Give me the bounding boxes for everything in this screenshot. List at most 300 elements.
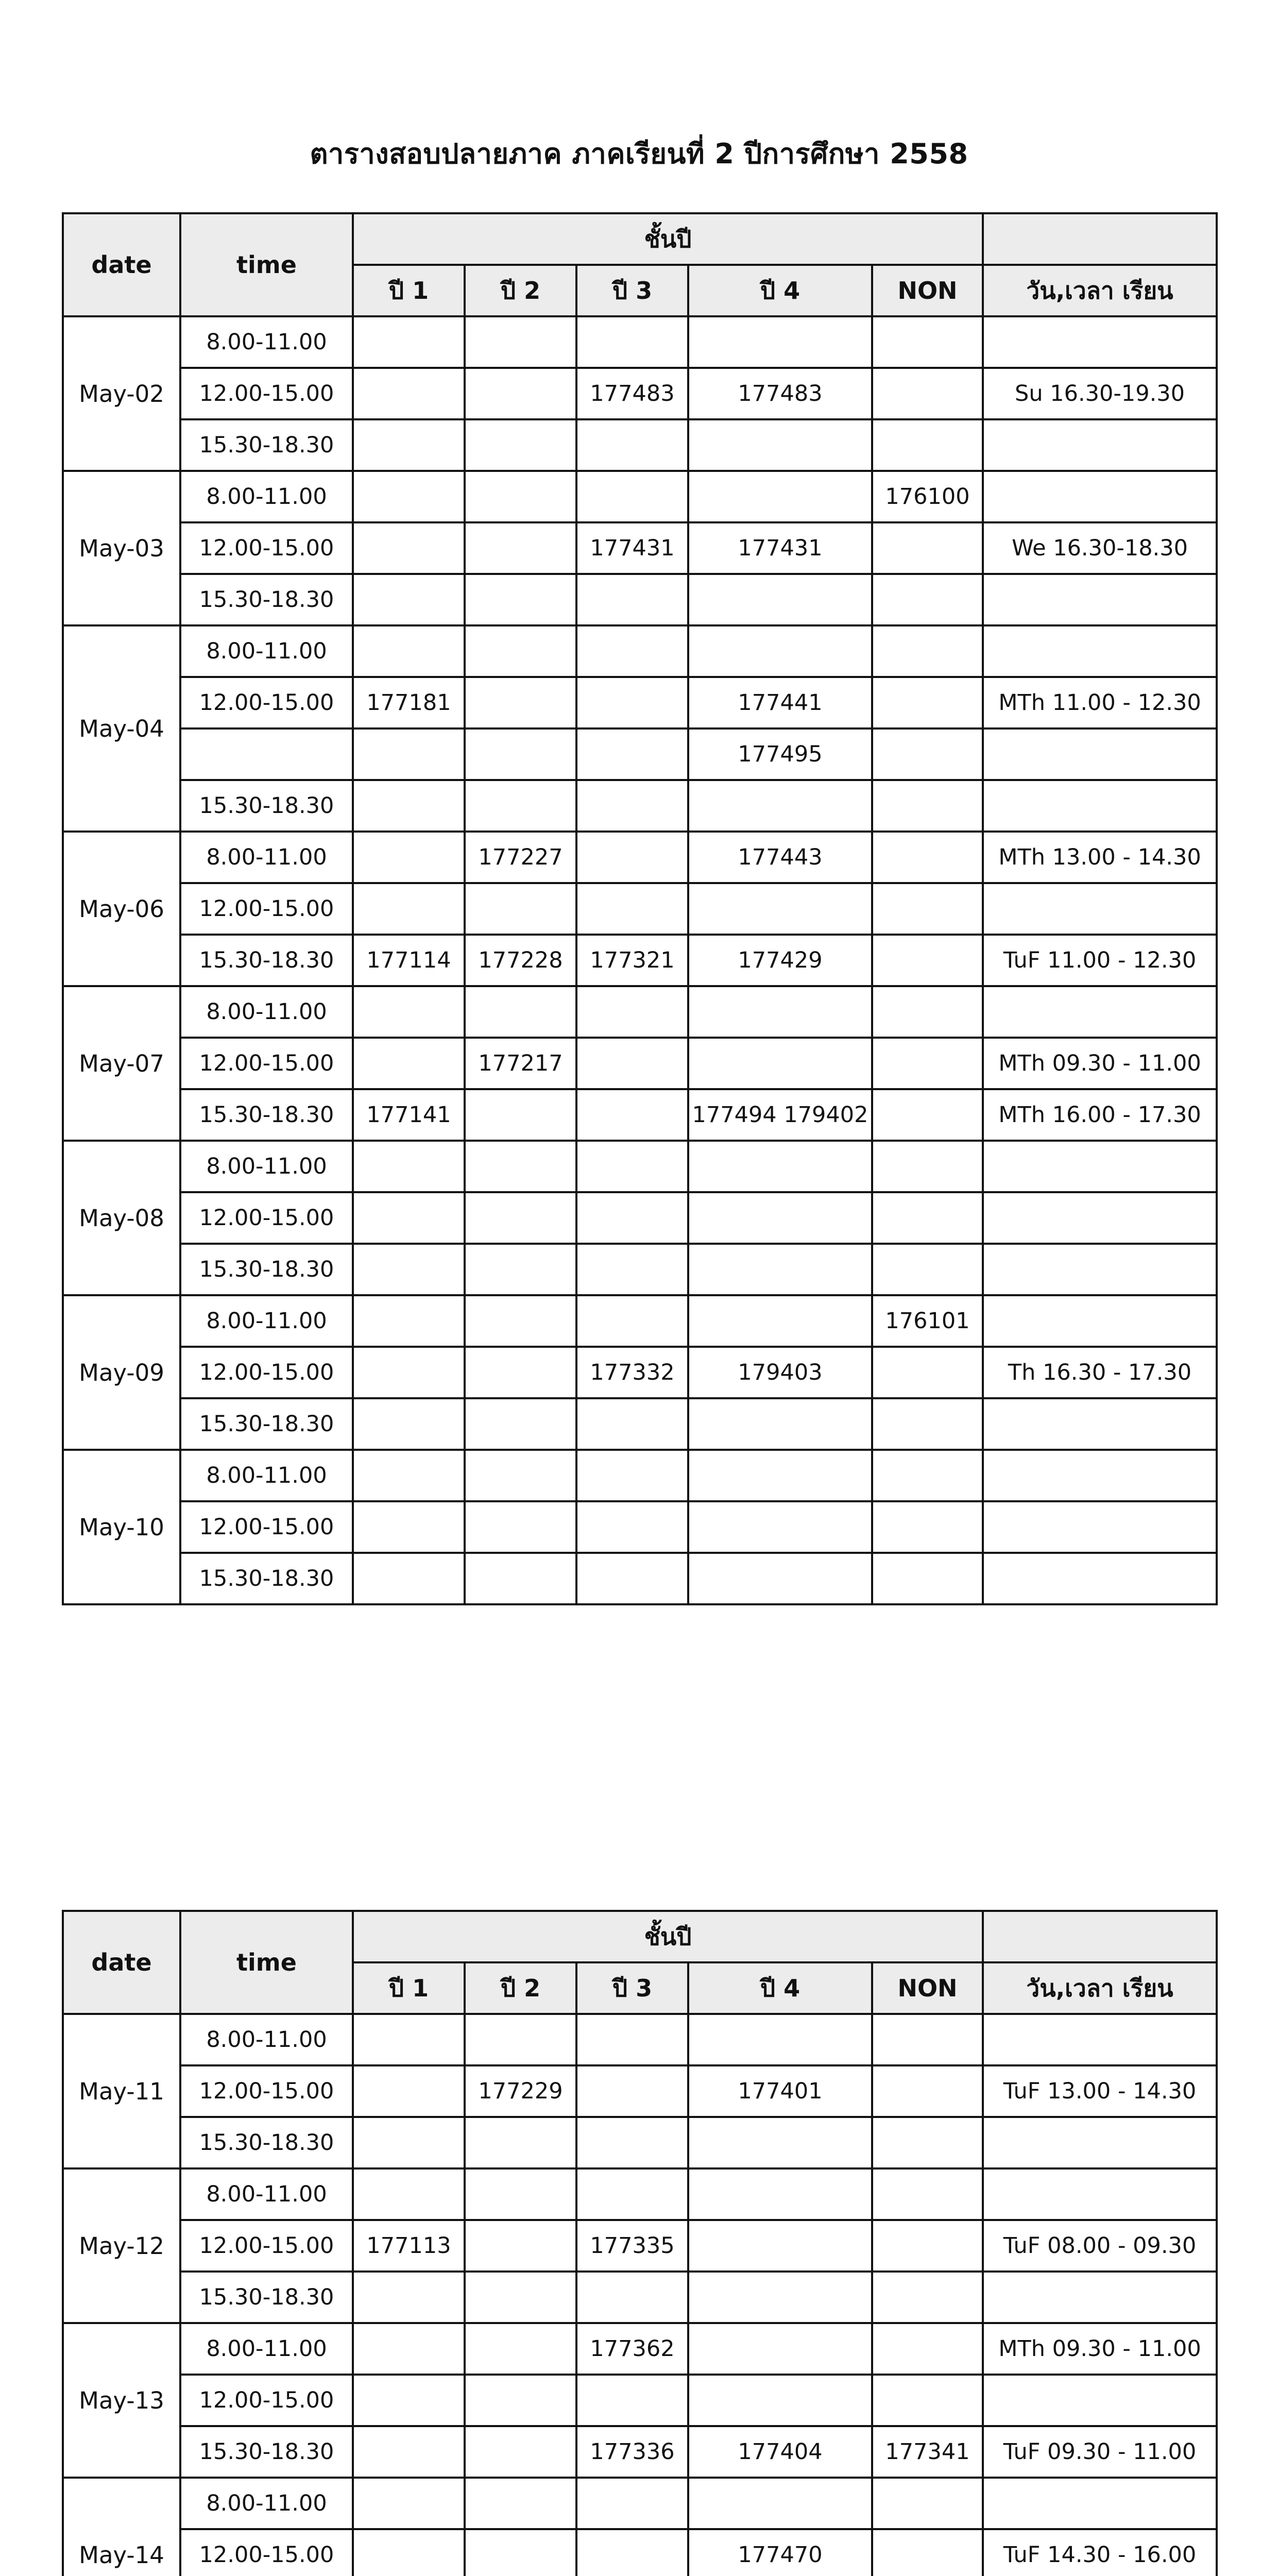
table-row [63,2375,1217,2426]
exam-schedule-table-1 [62,212,1218,1605]
class-time-cell [983,1398,1217,1450]
date-cell: May-06 [63,832,180,986]
time-cell: 8.00-11.00 [180,2014,353,2065]
class-time-cell [983,625,1217,677]
year-3-cell [576,883,688,935]
class-time-cell [983,574,1217,625]
non-cell [872,2117,983,2168]
year-3-cell [576,1398,688,1450]
time-cell: 12.00-15.00 [180,2529,353,2576]
class-time-cell: TuF 13.00 - 14.30 [983,2065,1217,2117]
non-cell [872,1038,983,1089]
year-4-cell [688,1141,872,1192]
time-cell: 8.00-11.00 [180,625,353,677]
table-row [63,883,1217,935]
class-time-cell [983,728,1217,780]
year-2-cell [465,2426,576,2478]
header-year-3: ปี 3 [576,265,688,316]
non-cell [872,677,983,728]
year-2-cell [465,2220,576,2272]
class-time-cell [983,471,1217,522]
year-4-cell [688,1450,872,1501]
year-3-cell [576,1089,688,1141]
table-row [63,728,1217,780]
time-cell: 12.00-15.00 [180,2220,353,2272]
time-cell: 8.00-11.00 [180,1450,353,1501]
class-time-cell [983,2478,1217,2529]
time-cell: 8.00-11.00 [180,832,353,883]
class-time-cell [983,986,1217,1038]
year-1-cell [353,986,465,1038]
year-2-cell [465,1553,576,1604]
schedule-body [63,2014,1217,2576]
year-1-cell [353,2014,465,2065]
non-cell [872,1501,983,1553]
time-cell: 12.00-15.00 [180,368,353,419]
year-3-cell: 177483 [576,368,688,419]
year-1-cell [353,1450,465,1501]
year-1-cell [353,1141,465,1192]
table-row [63,316,1217,368]
header-year-4: ปี 4 [688,1962,872,2014]
year-1-cell [353,2272,465,2323]
year-2-cell: 177228 [465,935,576,986]
year-1-cell [353,2426,465,2478]
header-year-1: ปี 1 [353,1962,465,2014]
table-row [63,625,1217,677]
non-cell [872,986,983,1038]
non-cell [872,1450,983,1501]
year-2-cell [465,2323,576,2375]
year-4-cell [688,625,872,677]
year-2-cell [465,2375,576,2426]
header-class-time: วัน,เวลา เรียน [983,1962,1217,2014]
time-cell: 12.00-15.00 [180,1038,353,1089]
year-1-cell [353,419,465,471]
class-time-cell [983,1553,1217,1604]
year-1-cell [353,2117,465,2168]
year-4-cell: 177431 [688,522,872,574]
year-2-cell [465,1501,576,1553]
header-row-top [63,213,1217,265]
table-row [63,1553,1217,1604]
table-row [63,1501,1217,1553]
date-cell: May-11 [63,2014,180,2168]
year-4-cell [688,316,872,368]
header-class-time: วัน,เวลา เรียน [983,265,1217,316]
class-time-cell [983,1192,1217,1244]
year-1-cell [353,368,465,419]
header-blank [983,1911,1217,1962]
year-3-cell [576,1244,688,1295]
table-row [63,2272,1217,2323]
year-3-cell [576,2117,688,2168]
year-1-cell: 177141 [353,1089,465,1141]
non-cell [872,883,983,935]
year-4-cell [688,1501,872,1553]
time-cell: 15.30-18.30 [180,1398,353,1450]
table-row [63,1089,1217,1141]
date-cell: May-12 [63,2168,180,2323]
year-3-cell [576,574,688,625]
year-2-cell [465,574,576,625]
time-cell: 8.00-11.00 [180,1295,353,1347]
time-cell: 12.00-15.00 [180,1347,353,1398]
time-cell: 12.00-15.00 [180,2375,353,2426]
time-cell: 15.30-18.30 [180,1553,353,1604]
year-4-cell [688,2117,872,2168]
year-4-cell: 179403 [688,1347,872,1398]
class-time-cell [983,1501,1217,1553]
year-4-cell [688,2014,872,2065]
table-row [63,1295,1217,1347]
time-cell: 8.00-11.00 [180,2323,353,2375]
class-time-cell [983,2117,1217,2168]
non-cell [872,728,983,780]
year-2-cell [465,316,576,368]
year-1-cell [353,625,465,677]
year-4-cell [688,1295,872,1347]
table-row [63,2168,1217,2220]
header-year-4: ปี 4 [688,265,872,316]
class-time-cell [983,1450,1217,1501]
year-2-cell [465,883,576,935]
time-cell: 15.30-18.30 [180,2117,353,2168]
year-4-cell: 177429 [688,935,872,986]
year-2-cell: 177217 [465,1038,576,1089]
table-row [63,574,1217,625]
non-cell [872,1553,983,1604]
date-cell: May-04 [63,625,180,832]
date-cell: May-02 [63,316,180,471]
table-row [63,1450,1217,1501]
year-3-cell [576,1553,688,1604]
table-row [63,2117,1217,2168]
non-cell [872,2478,983,2529]
year-3-cell [576,2375,688,2426]
year-4-cell: 177483 [688,368,872,419]
class-time-cell [983,316,1217,368]
time-cell: 15.30-18.30 [180,2272,353,2323]
table-row [63,2014,1217,2065]
table-row [63,1347,1217,1398]
year-3-cell [576,677,688,728]
table-row [63,522,1217,574]
non-cell: 177341 [872,2426,983,2478]
time-cell: 8.00-11.00 [180,986,353,1038]
year-4-cell: 177401 [688,2065,872,2117]
table-row [63,2220,1217,2272]
year-2-cell [465,471,576,522]
year-2-cell [465,625,576,677]
year-3-cell: 177332 [576,1347,688,1398]
year-1-cell: 177114 [353,935,465,986]
class-time-cell [983,419,1217,471]
class-time-cell: Th 16.30 - 17.30 [983,1347,1217,1398]
header-row-top [63,1911,1217,1962]
table-row [63,1244,1217,1295]
year-2-cell [465,728,576,780]
year-1-cell [353,1038,465,1089]
header-time: time [180,213,353,316]
table-row [63,1398,1217,1450]
year-2-cell [465,2529,576,2576]
year-3-cell [576,2478,688,2529]
non-cell [872,1244,983,1295]
year-1-cell [353,780,465,832]
year-3-cell: 177335 [576,2220,688,2272]
year-4-cell [688,986,872,1038]
class-time-cell: TuF 09.30 - 11.00 [983,2426,1217,2478]
non-cell [872,832,983,883]
time-cell: 15.30-18.30 [180,935,353,986]
header-blank [983,213,1217,265]
year-1-cell [353,883,465,935]
year-4-cell [688,2272,872,2323]
year-4-cell: 177494 179402 [688,1089,872,1141]
class-time-cell: TuF 08.00 - 09.30 [983,2220,1217,2272]
class-time-cell: MTh 09.30 - 11.00 [983,1038,1217,1089]
page-title: ตารางสอบปลายภาค ภาคเรียนที่ 2 ปีการศึกษา 2558 [310,138,968,170]
year-4-cell [688,1038,872,1089]
year-2-cell [465,1295,576,1347]
non-cell [872,2375,983,2426]
date-cell: May-07 [63,986,180,1141]
date-cell: May-08 [63,1141,180,1295]
non-cell [872,316,983,368]
year-3-cell [576,2168,688,2220]
year-4-cell [688,2168,872,2220]
non-cell [872,1347,983,1398]
non-cell [872,2272,983,2323]
table-row [63,471,1217,522]
header-non: NON [872,265,983,316]
time-cell: 15.30-18.30 [180,780,353,832]
year-3-cell [576,1295,688,1347]
date-cell: May-13 [63,2323,180,2478]
time-cell: 12.00-15.00 [180,2065,353,2117]
time-cell: 12.00-15.00 [180,677,353,728]
year-2-cell [465,2478,576,2529]
header-year-1: ปี 1 [353,265,465,316]
table-row [63,368,1217,419]
non-cell [872,1089,983,1141]
year-1-cell [353,1347,465,1398]
class-time-cell [983,1244,1217,1295]
header-year-2: ปี 2 [465,265,576,316]
table-row [63,2529,1217,2576]
header-date: date [63,213,180,316]
year-3-cell [576,625,688,677]
table-row [63,1192,1217,1244]
table-row [63,419,1217,471]
table-row [63,2323,1217,2375]
non-cell [872,935,983,986]
year-2-cell [465,780,576,832]
non-cell [872,1398,983,1450]
year-1-cell [353,1553,465,1604]
year-1-cell [353,1244,465,1295]
year-1-cell [353,2168,465,2220]
year-4-cell [688,2220,872,2272]
class-time-cell [983,780,1217,832]
header-year-group: ชั้นปี [353,213,983,265]
year-2-cell [465,986,576,1038]
year-3-cell [576,419,688,471]
year-1-cell [353,2478,465,2529]
year-2-cell [465,1141,576,1192]
year-3-cell [576,2065,688,2117]
time-cell: 8.00-11.00 [180,316,353,368]
header-non: NON [872,1962,983,2014]
year-2-cell [465,1450,576,1501]
year-2-cell [465,1089,576,1141]
non-cell [872,368,983,419]
class-time-cell [983,2168,1217,2220]
year-2-cell: 177227 [465,832,576,883]
year-2-cell [465,419,576,471]
year-4-cell: 177443 [688,832,872,883]
year-2-cell [465,2272,576,2323]
class-time-cell [983,1295,1217,1347]
time-cell: 15.30-18.30 [180,2426,353,2478]
year-4-cell [688,1398,872,1450]
year-1-cell [353,471,465,522]
year-3-cell: 177431 [576,522,688,574]
year-1-cell: 177113 [353,2220,465,2272]
non-cell [872,574,983,625]
year-3-cell [576,471,688,522]
schedule-body [63,316,1217,1604]
class-time-cell [983,2014,1217,2065]
non-cell [872,2220,983,2272]
table-row [63,986,1217,1038]
non-cell [872,1192,983,1244]
time-cell: 8.00-11.00 [180,2478,353,2529]
table-row [63,780,1217,832]
year-1-cell [353,1192,465,1244]
year-3-cell [576,1141,688,1192]
year-2-cell [465,368,576,419]
non-cell [872,419,983,471]
year-1-cell [353,1501,465,1553]
time-cell: 8.00-11.00 [180,2168,353,2220]
non-cell [872,2014,983,2065]
year-3-cell [576,728,688,780]
year-1-cell [353,2323,465,2375]
year-1-cell [353,522,465,574]
year-4-cell [688,419,872,471]
year-3-cell [576,1038,688,1089]
time-cell: 15.30-18.30 [180,419,353,471]
year-4-cell [688,883,872,935]
year-3-cell [576,2014,688,2065]
class-time-cell: We 16.30-18.30 [983,522,1217,574]
year-2-cell [465,2168,576,2220]
year-4-cell [688,2375,872,2426]
year-2-cell: 177229 [465,2065,576,2117]
year-1-cell [353,832,465,883]
non-cell [872,1141,983,1192]
time-cell [180,728,353,780]
year-3-cell [576,986,688,1038]
year-4-cell: 177495 [688,728,872,780]
time-cell: 12.00-15.00 [180,883,353,935]
non-cell: 176101 [872,1295,983,1347]
time-cell: 15.30-18.30 [180,1089,353,1141]
table-row [63,2065,1217,2117]
non-cell [872,522,983,574]
year-2-cell [465,2117,576,2168]
year-2-cell [465,677,576,728]
year-4-cell [688,1244,872,1295]
year-4-cell [688,1192,872,1244]
class-time-cell: MTh 13.00 - 14.30 [983,832,1217,883]
time-cell: 15.30-18.30 [180,574,353,625]
year-1-cell [353,574,465,625]
year-3-cell [576,832,688,883]
time-cell: 8.00-11.00 [180,471,353,522]
year-1-cell: 177181 [353,677,465,728]
table-row [63,1038,1217,1089]
year-4-cell [688,471,872,522]
year-3-cell [576,1450,688,1501]
date-cell: May-09 [63,1295,180,1450]
table-row [63,935,1217,986]
year-1-cell [353,1398,465,1450]
class-time-cell: MTh 09.30 - 11.00 [983,2323,1217,2375]
header-time: time [180,1911,353,2014]
time-cell: 12.00-15.00 [180,1501,353,1553]
year-3-cell [576,1501,688,1553]
year-2-cell [465,1244,576,1295]
year-2-cell [465,1347,576,1398]
header-year-3: ปี 3 [576,1962,688,2014]
class-time-cell: Su 16.30-19.30 [983,368,1217,419]
year-1-cell [353,728,465,780]
class-time-cell [983,1141,1217,1192]
time-cell: 12.00-15.00 [180,522,353,574]
year-2-cell [465,522,576,574]
class-time-cell [983,883,1217,935]
year-4-cell [688,780,872,832]
table-row [63,2478,1217,2529]
exam-schedule-table-2 [62,1910,1218,2576]
year-4-cell: 177470 [688,2529,872,2576]
year-3-cell: 177336 [576,2426,688,2478]
year-4-cell: 177404 [688,2426,872,2478]
non-cell [872,2323,983,2375]
table-row [63,832,1217,883]
year-3-cell [576,2529,688,2576]
year-4-cell [688,2323,872,2375]
table-row [63,2426,1217,2478]
year-3-cell: 177321 [576,935,688,986]
date-cell: May-10 [63,1450,180,1604]
time-cell: 15.30-18.30 [180,1244,353,1295]
header-date: date [63,1911,180,2014]
year-4-cell [688,2478,872,2529]
year-4-cell: 177441 [688,677,872,728]
year-1-cell [353,316,465,368]
year-1-cell [353,2065,465,2117]
year-1-cell [353,2375,465,2426]
year-2-cell [465,1398,576,1450]
year-2-cell [465,1192,576,1244]
class-time-cell: TuF 11.00 - 12.30 [983,935,1217,986]
header-year-2: ปี 2 [465,1962,576,2014]
date-cell: May-14 [63,2478,180,2576]
